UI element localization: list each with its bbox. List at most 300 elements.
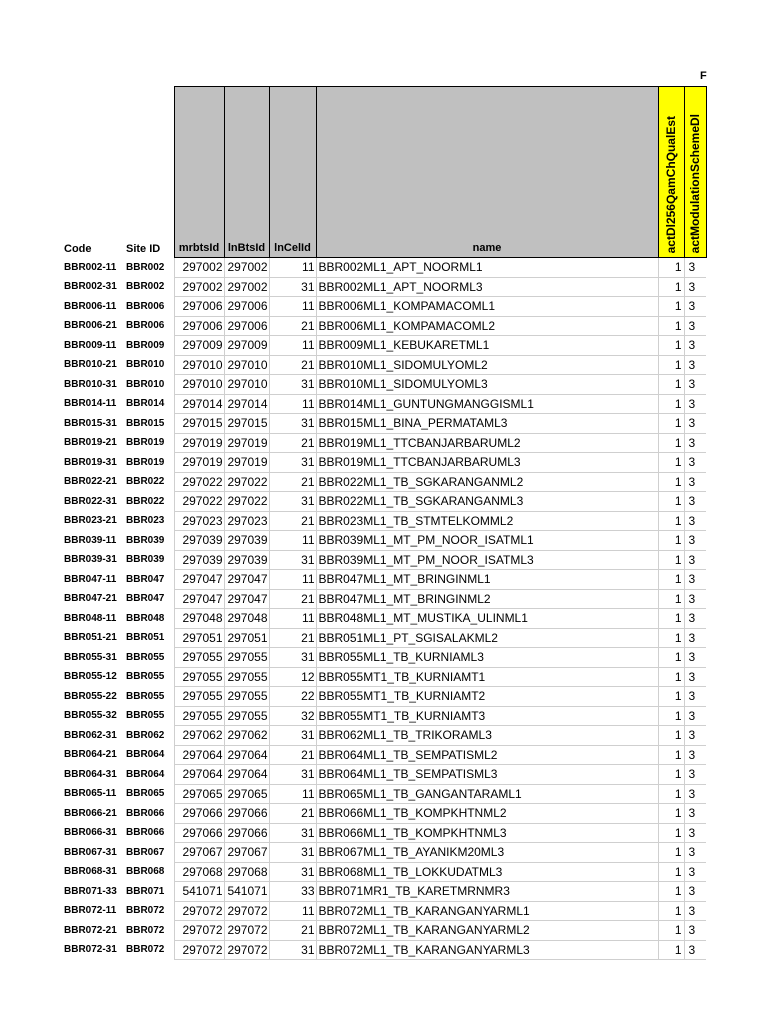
cell-code[interactable]: BBR006-11 bbox=[64, 300, 117, 312]
cell-lnbtsid[interactable]: 297072 bbox=[224, 940, 269, 960]
cell-lncelid[interactable]: 21 bbox=[269, 745, 316, 765]
cell-code[interactable]: BBR047-21 bbox=[64, 593, 117, 605]
cell-site-id[interactable]: BBR072 bbox=[126, 905, 165, 917]
cell-lnbtsid[interactable]: 297009 bbox=[224, 336, 269, 356]
cell-lnbtsid[interactable]: 297067 bbox=[224, 843, 269, 863]
cell-act-dl256-qam[interactable]: 1 bbox=[658, 511, 684, 531]
cell-act-modulation-scheme[interactable]: 3 bbox=[684, 297, 706, 317]
cell-act-modulation-scheme[interactable]: 3 bbox=[684, 823, 706, 843]
cell-code[interactable]: BBR019-31 bbox=[64, 456, 117, 468]
cell-act-dl256-qam[interactable]: 1 bbox=[658, 589, 684, 609]
cell-act-dl256-qam[interactable]: 1 bbox=[658, 940, 684, 960]
cell-act-modulation-scheme[interactable]: 3 bbox=[684, 609, 706, 629]
cell-name[interactable]: BBR062ML1_TB_TRIKORAML3 bbox=[316, 726, 658, 746]
cell-mrbtsid[interactable]: 297062 bbox=[174, 726, 224, 746]
cell-site-id[interactable]: BBR047 bbox=[126, 573, 165, 585]
cell-name[interactable]: BBR002ML1_APT_NOORML3 bbox=[316, 277, 658, 297]
cell-act-modulation-scheme[interactable]: 3 bbox=[684, 628, 706, 648]
cell-code[interactable]: BBR055-12 bbox=[64, 671, 117, 683]
cell-act-modulation-scheme[interactable]: 3 bbox=[684, 570, 706, 590]
cell-lnbtsid[interactable]: 297015 bbox=[224, 414, 269, 434]
cell-act-modulation-scheme[interactable]: 3 bbox=[684, 784, 706, 804]
cell-act-dl256-qam[interactable]: 1 bbox=[658, 687, 684, 707]
cell-code[interactable]: BBR066-21 bbox=[64, 807, 117, 819]
cell-act-dl256-qam[interactable]: 1 bbox=[658, 804, 684, 824]
cell-site-id[interactable]: BBR014 bbox=[126, 398, 165, 410]
cell-act-dl256-qam[interactable]: 1 bbox=[658, 843, 684, 863]
cell-lncelid[interactable]: 11 bbox=[269, 784, 316, 804]
cell-site-id[interactable]: BBR055 bbox=[126, 710, 165, 722]
cell-lncelid[interactable]: 11 bbox=[269, 570, 316, 590]
cell-site-id[interactable]: BBR039 bbox=[126, 554, 165, 566]
cell-mrbtsid[interactable]: 297010 bbox=[174, 355, 224, 375]
cell-lncelid[interactable]: 31 bbox=[269, 550, 316, 570]
cell-site-id[interactable]: BBR055 bbox=[126, 671, 165, 683]
cell-lncelid[interactable]: 11 bbox=[269, 336, 316, 356]
cell-act-modulation-scheme[interactable]: 3 bbox=[684, 472, 706, 492]
cell-site-id[interactable]: BBR072 bbox=[126, 924, 165, 936]
cell-act-modulation-scheme[interactable]: 3 bbox=[684, 550, 706, 570]
cell-mrbtsid[interactable]: 297019 bbox=[174, 433, 224, 453]
cell-site-id[interactable]: BBR065 bbox=[126, 788, 165, 800]
cell-code[interactable]: BBR055-31 bbox=[64, 651, 117, 663]
cell-lncelid[interactable]: 31 bbox=[269, 648, 316, 668]
cell-name[interactable]: BBR072ML1_TB_KARANGANYARML1 bbox=[316, 901, 658, 921]
cell-lncelid[interactable]: 21 bbox=[269, 511, 316, 531]
cell-mrbtsid[interactable]: 297014 bbox=[174, 394, 224, 414]
cell-act-modulation-scheme[interactable]: 3 bbox=[684, 687, 706, 707]
cell-code[interactable]: BBR006-21 bbox=[64, 320, 117, 332]
cell-lncelid[interactable]: 11 bbox=[269, 609, 316, 629]
cell-act-modulation-scheme[interactable]: 3 bbox=[684, 940, 706, 960]
cell-name[interactable]: BBR064ML1_TB_SEMPATISML3 bbox=[316, 765, 658, 785]
cell-act-dl256-qam[interactable]: 1 bbox=[658, 453, 684, 473]
cell-act-modulation-scheme[interactable]: 3 bbox=[684, 258, 706, 278]
cell-name[interactable]: BBR002ML1_APT_NOORML1 bbox=[316, 258, 658, 278]
cell-site-id[interactable]: BBR006 bbox=[126, 320, 165, 332]
cell-site-id[interactable]: BBR055 bbox=[126, 651, 165, 663]
cell-act-dl256-qam[interactable]: 1 bbox=[658, 550, 684, 570]
header-act-modulation-scheme[interactable] bbox=[684, 87, 706, 258]
cell-site-id[interactable]: BBR072 bbox=[126, 944, 165, 956]
cell-act-modulation-scheme[interactable]: 3 bbox=[684, 531, 706, 551]
cell-mrbtsid[interactable]: 297064 bbox=[174, 765, 224, 785]
cell-lnbtsid[interactable]: 297002 bbox=[224, 258, 269, 278]
cell-name[interactable]: BBR019ML1_TTCBANJARBARUML2 bbox=[316, 433, 658, 453]
cell-lnbtsid[interactable]: 297002 bbox=[224, 277, 269, 297]
cell-name[interactable]: BBR065ML1_TB_GANGANTARAML1 bbox=[316, 784, 658, 804]
header-act-dl256-qam[interactable] bbox=[658, 87, 684, 258]
cell-mrbtsid[interactable]: 297015 bbox=[174, 414, 224, 434]
cell-code[interactable]: BBR010-31 bbox=[64, 378, 117, 390]
cell-site-id[interactable]: BBR064 bbox=[126, 768, 165, 780]
cell-lncelid[interactable]: 31 bbox=[269, 843, 316, 863]
cell-lnbtsid[interactable]: 297066 bbox=[224, 804, 269, 824]
cell-code[interactable]: BBR023-21 bbox=[64, 515, 117, 527]
cell-name[interactable]: BBR066ML1_TB_KOMPKHTNML2 bbox=[316, 804, 658, 824]
cell-name[interactable]: BBR055MT1_TB_KURNIAMT1 bbox=[316, 667, 658, 687]
cell-act-modulation-scheme[interactable]: 3 bbox=[684, 453, 706, 473]
cell-act-dl256-qam[interactable]: 1 bbox=[658, 394, 684, 414]
header-lnbtsid[interactable]: lnBtsId bbox=[224, 87, 269, 258]
cell-act-modulation-scheme[interactable]: 3 bbox=[684, 316, 706, 336]
cell-lnbtsid[interactable]: 297055 bbox=[224, 648, 269, 668]
cell-act-dl256-qam[interactable]: 1 bbox=[658, 823, 684, 843]
cell-lnbtsid[interactable]: 297047 bbox=[224, 589, 269, 609]
cell-mrbtsid[interactable]: 297047 bbox=[174, 570, 224, 590]
cell-mrbtsid[interactable]: 297066 bbox=[174, 804, 224, 824]
cell-code[interactable]: BBR072-21 bbox=[64, 924, 117, 936]
cell-act-dl256-qam[interactable]: 1 bbox=[658, 784, 684, 804]
cell-mrbtsid[interactable]: 297051 bbox=[174, 628, 224, 648]
cell-mrbtsid[interactable]: 297055 bbox=[174, 667, 224, 687]
cell-code[interactable]: BBR022-31 bbox=[64, 495, 117, 507]
cell-act-dl256-qam[interactable]: 1 bbox=[658, 901, 684, 921]
header-site-id[interactable]: Site ID bbox=[122, 87, 174, 258]
header-name[interactable]: name bbox=[316, 87, 658, 258]
cell-lncelid[interactable]: 11 bbox=[269, 531, 316, 551]
cell-mrbtsid[interactable]: 297055 bbox=[174, 706, 224, 726]
cell-mrbtsid[interactable]: 297006 bbox=[174, 297, 224, 317]
cell-site-id[interactable]: BBR006 bbox=[126, 300, 165, 312]
cell-lncelid[interactable]: 11 bbox=[269, 258, 316, 278]
cell-mrbtsid[interactable]: 297064 bbox=[174, 745, 224, 765]
cell-code[interactable]: BBR047-11 bbox=[64, 573, 117, 585]
cell-lncelid[interactable]: 11 bbox=[269, 394, 316, 414]
cell-act-dl256-qam[interactable]: 1 bbox=[658, 472, 684, 492]
cell-code[interactable]: BBR072-31 bbox=[64, 944, 117, 956]
cell-act-modulation-scheme[interactable]: 3 bbox=[684, 511, 706, 531]
cell-lnbtsid[interactable]: 297010 bbox=[224, 355, 269, 375]
cell-site-id[interactable]: BBR019 bbox=[126, 456, 165, 468]
cell-name[interactable]: BBR051ML1_PT_SGISALAKML2 bbox=[316, 628, 658, 648]
cell-mrbtsid[interactable]: 297072 bbox=[174, 901, 224, 921]
cell-lncelid[interactable]: 33 bbox=[269, 882, 316, 902]
cell-name[interactable]: BBR006ML1_KOMPAMACOML2 bbox=[316, 316, 658, 336]
cell-lnbtsid[interactable]: 297065 bbox=[224, 784, 269, 804]
cell-lncelid[interactable]: 21 bbox=[269, 316, 316, 336]
cell-name[interactable]: BBR066ML1_TB_KOMPKHTNML3 bbox=[316, 823, 658, 843]
cell-act-dl256-qam[interactable]: 1 bbox=[658, 492, 684, 512]
cell-name[interactable]: BBR055ML1_TB_KURNIAML3 bbox=[316, 648, 658, 668]
cell-lncelid[interactable]: 31 bbox=[269, 375, 316, 395]
cell-mrbtsid[interactable]: 297006 bbox=[174, 316, 224, 336]
cell-name[interactable]: BBR023ML1_TB_STMTELKOMML2 bbox=[316, 511, 658, 531]
cell-act-dl256-qam[interactable]: 1 bbox=[658, 882, 684, 902]
cell-site-id[interactable]: BBR022 bbox=[126, 495, 165, 507]
cell-act-modulation-scheme[interactable]: 3 bbox=[684, 433, 706, 453]
cell-act-modulation-scheme[interactable]: 3 bbox=[684, 277, 706, 297]
cell-code[interactable]: BBR039-11 bbox=[64, 534, 117, 546]
cell-act-dl256-qam[interactable]: 1 bbox=[658, 765, 684, 785]
cell-lncelid[interactable]: 21 bbox=[269, 355, 316, 375]
cell-lncelid[interactable]: 11 bbox=[269, 297, 316, 317]
cell-act-dl256-qam[interactable]: 1 bbox=[658, 531, 684, 551]
cell-name[interactable]: BBR015ML1_BINA_PERMATAML3 bbox=[316, 414, 658, 434]
cell-mrbtsid[interactable]: 297002 bbox=[174, 277, 224, 297]
cell-code[interactable]: BBR039-31 bbox=[64, 554, 117, 566]
cell-act-dl256-qam[interactable]: 1 bbox=[658, 297, 684, 317]
cell-lnbtsid[interactable]: 297048 bbox=[224, 609, 269, 629]
cell-mrbtsid[interactable]: 297055 bbox=[174, 648, 224, 668]
cell-act-modulation-scheme[interactable]: 3 bbox=[684, 589, 706, 609]
cell-name[interactable]: BBR047ML1_MT_BRINGINML2 bbox=[316, 589, 658, 609]
cell-code[interactable]: BBR065-11 bbox=[64, 788, 117, 800]
header-code[interactable]: Code bbox=[60, 87, 122, 258]
cell-code[interactable]: BBR002-31 bbox=[64, 281, 117, 293]
cell-code[interactable]: BBR067-31 bbox=[64, 846, 117, 858]
cell-lnbtsid[interactable]: 297039 bbox=[224, 550, 269, 570]
cell-name[interactable]: BBR068ML1_TB_LOKKUDATML3 bbox=[316, 862, 658, 882]
cell-lnbtsid[interactable]: 297066 bbox=[224, 823, 269, 843]
cell-mrbtsid[interactable]: 297022 bbox=[174, 492, 224, 512]
cell-site-id[interactable]: BBR039 bbox=[126, 534, 165, 546]
cell-act-dl256-qam[interactable]: 1 bbox=[658, 336, 684, 356]
cell-act-modulation-scheme[interactable]: 3 bbox=[684, 765, 706, 785]
cell-lnbtsid[interactable]: 297047 bbox=[224, 570, 269, 590]
cell-lncelid[interactable]: 31 bbox=[269, 823, 316, 843]
cell-act-modulation-scheme[interactable]: 3 bbox=[684, 394, 706, 414]
cell-act-modulation-scheme[interactable]: 3 bbox=[684, 706, 706, 726]
cell-code[interactable]: BBR009-11 bbox=[64, 339, 117, 351]
cell-name[interactable]: BBR055MT1_TB_KURNIAMT2 bbox=[316, 687, 658, 707]
cell-act-dl256-qam[interactable]: 1 bbox=[658, 609, 684, 629]
cell-act-dl256-qam[interactable]: 1 bbox=[658, 726, 684, 746]
cell-site-id[interactable]: BBR015 bbox=[126, 417, 165, 429]
cell-lnbtsid[interactable]: 297055 bbox=[224, 687, 269, 707]
cell-name[interactable]: BBR014ML1_GUNTUNGMANGGISML1 bbox=[316, 394, 658, 414]
cell-lnbtsid[interactable]: 297023 bbox=[224, 511, 269, 531]
cell-act-modulation-scheme[interactable]: 3 bbox=[684, 843, 706, 863]
cell-act-dl256-qam[interactable]: 1 bbox=[658, 745, 684, 765]
cell-lnbtsid[interactable]: 297014 bbox=[224, 394, 269, 414]
cell-lncelid[interactable]: 21 bbox=[269, 628, 316, 648]
cell-act-dl256-qam[interactable]: 1 bbox=[658, 277, 684, 297]
cell-mrbtsid[interactable]: 297072 bbox=[174, 940, 224, 960]
cell-act-modulation-scheme[interactable]: 3 bbox=[684, 375, 706, 395]
cell-lncelid[interactable]: 21 bbox=[269, 472, 316, 492]
cell-code[interactable]: BBR019-21 bbox=[64, 437, 117, 449]
table-row bbox=[60, 648, 706, 668]
cell-act-dl256-qam[interactable]: 1 bbox=[658, 862, 684, 882]
cell-lnbtsid[interactable]: 297072 bbox=[224, 921, 269, 941]
cell-act-dl256-qam[interactable]: 1 bbox=[658, 667, 684, 687]
cell-site-id[interactable]: BBR066 bbox=[126, 827, 165, 839]
cell-site-id[interactable]: BBR009 bbox=[126, 339, 165, 351]
cell-act-modulation-scheme[interactable]: 3 bbox=[684, 336, 706, 356]
cell-site-id[interactable]: BBR068 bbox=[126, 866, 165, 878]
cell-lnbtsid[interactable]: 297068 bbox=[224, 862, 269, 882]
cell-lnbtsid[interactable]: 297051 bbox=[224, 628, 269, 648]
cell-lncelid[interactable]: 31 bbox=[269, 940, 316, 960]
cell-lnbtsid[interactable]: 297039 bbox=[224, 531, 269, 551]
cell-lnbtsid[interactable]: 297019 bbox=[224, 453, 269, 473]
cell-lncelid[interactable]: 21 bbox=[269, 589, 316, 609]
cell-act-modulation-scheme[interactable]: 3 bbox=[684, 901, 706, 921]
data-table bbox=[60, 86, 707, 960]
cell-lncelid[interactable]: 31 bbox=[269, 277, 316, 297]
cell-mrbtsid[interactable]: 297009 bbox=[174, 336, 224, 356]
cell-act-modulation-scheme[interactable]: 3 bbox=[684, 862, 706, 882]
cell-site-id[interactable]: BBR002 bbox=[126, 281, 165, 293]
cell-lnbtsid[interactable]: 297019 bbox=[224, 433, 269, 453]
cell-site-id[interactable]: BBR019 bbox=[126, 437, 165, 449]
cell-site-id[interactable]: BBR071 bbox=[126, 885, 165, 897]
cell-act-dl256-qam[interactable]: 1 bbox=[658, 316, 684, 336]
cell-code[interactable]: BBR002-11 bbox=[64, 261, 117, 273]
cell-site-id[interactable]: BBR010 bbox=[126, 359, 165, 371]
cell-mrbtsid[interactable]: 297048 bbox=[174, 609, 224, 629]
cell-lncelid[interactable]: 22 bbox=[269, 687, 316, 707]
cell-act-modulation-scheme[interactable]: 3 bbox=[684, 667, 706, 687]
cell-lncelid[interactable]: 31 bbox=[269, 492, 316, 512]
cell-act-modulation-scheme[interactable]: 3 bbox=[684, 745, 706, 765]
cell-name[interactable]: BBR009ML1_KEBUKARETML1 bbox=[316, 336, 658, 356]
cell-mrbtsid[interactable]: 297010 bbox=[174, 375, 224, 395]
cell-code[interactable]: BBR072-11 bbox=[64, 905, 117, 917]
cell-lnbtsid[interactable]: 297006 bbox=[224, 297, 269, 317]
cell-mrbtsid[interactable]: 297039 bbox=[174, 531, 224, 551]
cell-site-id[interactable]: BBR066 bbox=[126, 807, 165, 819]
cell-name[interactable]: BBR022ML1_TB_SGKARANGANML2 bbox=[316, 472, 658, 492]
cell-act-dl256-qam[interactable]: 1 bbox=[658, 706, 684, 726]
cell-site-id[interactable]: BBR048 bbox=[126, 612, 165, 624]
cell-name[interactable]: BBR048ML1_MT_MUSTIKA_ULINML1 bbox=[316, 609, 658, 629]
cell-site-id[interactable]: BBR062 bbox=[126, 729, 165, 741]
cell-code[interactable]: BBR064-31 bbox=[64, 768, 117, 780]
cell-lncelid[interactable]: 31 bbox=[269, 765, 316, 785]
cell-code[interactable]: BBR014-11 bbox=[64, 398, 117, 410]
cell-lncelid[interactable]: 11 bbox=[269, 901, 316, 921]
cell-lncelid[interactable]: 31 bbox=[269, 414, 316, 434]
cell-lncelid[interactable]: 32 bbox=[269, 706, 316, 726]
cell-lnbtsid[interactable]: 297072 bbox=[224, 901, 269, 921]
cell-site-id[interactable]: BBR064 bbox=[126, 749, 165, 761]
cell-lncelid[interactable]: 31 bbox=[269, 726, 316, 746]
cell-code[interactable]: BBR064-21 bbox=[64, 749, 117, 761]
cell-mrbtsid[interactable]: 297066 bbox=[174, 823, 224, 843]
cell-mrbtsid[interactable]: 541071 bbox=[174, 882, 224, 902]
cell-lnbtsid[interactable]: 297022 bbox=[224, 472, 269, 492]
cell-mrbtsid[interactable]: 297019 bbox=[174, 453, 224, 473]
cell-mrbtsid[interactable]: 297055 bbox=[174, 687, 224, 707]
cell-name[interactable]: BBR072ML1_TB_KARANGANYARML3 bbox=[316, 940, 658, 960]
cell-mrbtsid[interactable]: 297068 bbox=[174, 862, 224, 882]
cell-lncelid[interactable]: 21 bbox=[269, 433, 316, 453]
cell-lncelid[interactable]: 21 bbox=[269, 921, 316, 941]
cell-mrbtsid[interactable]: 297023 bbox=[174, 511, 224, 531]
cell-code[interactable]: BBR048-11 bbox=[64, 612, 117, 624]
cell-lncelid[interactable]: 12 bbox=[269, 667, 316, 687]
cell-lnbtsid[interactable]: 297010 bbox=[224, 375, 269, 395]
cell-lncelid[interactable]: 21 bbox=[269, 804, 316, 824]
cell-lnbtsid[interactable]: 297064 bbox=[224, 745, 269, 765]
cell-act-modulation-scheme[interactable]: 3 bbox=[684, 921, 706, 941]
cell-mrbtsid[interactable]: 297002 bbox=[174, 258, 224, 278]
cell-act-dl256-qam[interactable]: 1 bbox=[658, 433, 684, 453]
cell-act-modulation-scheme[interactable]: 3 bbox=[684, 882, 706, 902]
cell-act-dl256-qam[interactable]: 1 bbox=[658, 628, 684, 648]
cell-code[interactable]: BBR022-21 bbox=[64, 476, 117, 488]
cell-act-modulation-scheme[interactable]: 3 bbox=[684, 492, 706, 512]
cell-name[interactable]: BBR071MR1_TB_KARETMRNMR3 bbox=[316, 882, 658, 902]
cell-lncelid[interactable]: 31 bbox=[269, 862, 316, 882]
cell-name[interactable]: BBR072ML1_TB_KARANGANYARML2 bbox=[316, 921, 658, 941]
cell-name[interactable]: BBR010ML1_SIDOMULYOML3 bbox=[316, 375, 658, 395]
cell-name[interactable]: BBR047ML1_MT_BRINGINML1 bbox=[316, 570, 658, 590]
cell-code[interactable]: BBR055-32 bbox=[64, 710, 117, 722]
cell-site-id[interactable]: BBR051 bbox=[126, 632, 165, 644]
cell-code[interactable]: BBR051-21 bbox=[64, 632, 117, 644]
cell-act-modulation-scheme[interactable]: 3 bbox=[684, 414, 706, 434]
cell-lnbtsid[interactable]: 297055 bbox=[224, 667, 269, 687]
cell-lnbtsid[interactable]: 297055 bbox=[224, 706, 269, 726]
cell-act-modulation-scheme[interactable]: 3 bbox=[684, 355, 706, 375]
cell-act-dl256-qam[interactable]: 1 bbox=[658, 921, 684, 941]
cell-mrbtsid[interactable]: 297022 bbox=[174, 472, 224, 492]
cell-act-dl256-qam[interactable]: 1 bbox=[658, 258, 684, 278]
cell-lnbtsid[interactable]: 541071 bbox=[224, 882, 269, 902]
cell-code[interactable]: BBR055-22 bbox=[64, 690, 117, 702]
cell-name[interactable]: BBR064ML1_TB_SEMPATISML2 bbox=[316, 745, 658, 765]
cell-name[interactable]: BBR010ML1_SIDOMULYOML2 bbox=[316, 355, 658, 375]
cell-act-modulation-scheme[interactable]: 3 bbox=[684, 648, 706, 668]
cell-code[interactable]: BBR066-31 bbox=[64, 827, 117, 839]
cell-lnbtsid[interactable]: 297022 bbox=[224, 492, 269, 512]
cell-site-id[interactable]: BBR067 bbox=[126, 846, 165, 858]
cell-lnbtsid[interactable]: 297062 bbox=[224, 726, 269, 746]
cell-act-dl256-qam[interactable]: 1 bbox=[658, 375, 684, 395]
cell-code[interactable]: BBR071-33 bbox=[64, 885, 117, 897]
cell-mrbtsid[interactable]: 297065 bbox=[174, 784, 224, 804]
cell-site-id[interactable]: BBR055 bbox=[126, 690, 165, 702]
cell-act-dl256-qam[interactable]: 1 bbox=[658, 648, 684, 668]
table-row bbox=[60, 511, 706, 531]
cell-site-id[interactable]: BBR022 bbox=[126, 476, 165, 488]
cell-site-id[interactable]: BBR023 bbox=[126, 515, 165, 527]
cell-act-dl256-qam[interactable]: 1 bbox=[658, 355, 684, 375]
cell-name[interactable]: BBR019ML1_TTCBANJARBARUML3 bbox=[316, 453, 658, 473]
header-mrbtsid[interactable]: mrbtsId bbox=[174, 87, 224, 258]
cell-act-dl256-qam[interactable]: 1 bbox=[658, 414, 684, 434]
cell-site-id[interactable]: BBR010 bbox=[126, 378, 165, 390]
cell-lncelid[interactable]: 31 bbox=[269, 453, 316, 473]
cell-mrbtsid[interactable]: 297067 bbox=[174, 843, 224, 863]
cell-lnbtsid[interactable]: 297064 bbox=[224, 765, 269, 785]
table-row bbox=[60, 921, 706, 941]
cell-mrbtsid[interactable]: 297047 bbox=[174, 589, 224, 609]
cell-code[interactable]: BBR015-31 bbox=[64, 417, 117, 429]
cell-name[interactable]: BBR055MT1_TB_KURNIAMT3 bbox=[316, 706, 658, 726]
cell-act-modulation-scheme[interactable]: 3 bbox=[684, 804, 706, 824]
header-lncelid[interactable]: lnCelId bbox=[269, 87, 316, 258]
cell-mrbtsid[interactable]: 297072 bbox=[174, 921, 224, 941]
cell-code[interactable]: BBR010-21 bbox=[64, 359, 117, 371]
cell-act-dl256-qam[interactable]: 1 bbox=[658, 570, 684, 590]
cell-lnbtsid[interactable]: 297006 bbox=[224, 316, 269, 336]
cell-name[interactable]: BBR006ML1_KOMPAMACOML1 bbox=[316, 297, 658, 317]
cell-name[interactable]: BBR067ML1_TB_AYANIKM20ML3 bbox=[316, 843, 658, 863]
cell-site-id[interactable]: BBR047 bbox=[126, 593, 165, 605]
cell-site-id[interactable]: BBR002 bbox=[126, 261, 165, 273]
cell-name[interactable]: BBR039ML1_MT_PM_NOOR_ISATML1 bbox=[316, 531, 658, 551]
cell-code[interactable]: BBR068-31 bbox=[64, 866, 117, 878]
cell-name[interactable]: BBR039ML1_MT_PM_NOOR_ISATML3 bbox=[316, 550, 658, 570]
cell-name[interactable]: BBR022ML1_TB_SGKARANGANML3 bbox=[316, 492, 658, 512]
cell-code[interactable]: BBR062-31 bbox=[64, 729, 117, 741]
cell-act-modulation-scheme[interactable]: 3 bbox=[684, 726, 706, 746]
cell-mrbtsid[interactable]: 297039 bbox=[174, 550, 224, 570]
